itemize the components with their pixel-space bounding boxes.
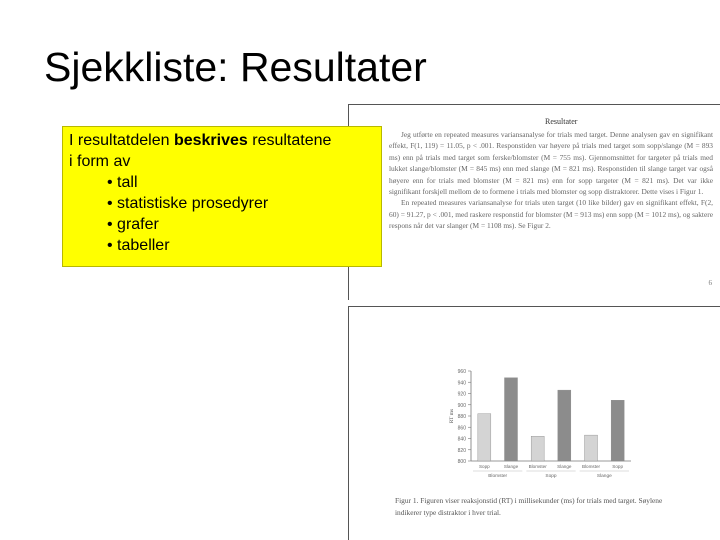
callout-bullet-list bbox=[69, 172, 375, 256]
checklist-callout bbox=[62, 126, 382, 267]
results-document-page bbox=[348, 104, 720, 300]
bar bbox=[505, 378, 518, 461]
callout-lead-line2: i form av bbox=[69, 153, 131, 170]
x-tick-label: Blomster bbox=[581, 464, 601, 469]
figure-caption-line: indikerer type distraktor i hver trial. bbox=[395, 508, 501, 517]
bar bbox=[611, 400, 624, 461]
y-tick-label: 840 bbox=[457, 436, 466, 443]
y-tick-label: 900 bbox=[457, 402, 466, 409]
x-tick-label: Slange bbox=[557, 464, 572, 469]
bar bbox=[531, 436, 544, 461]
callout-bullet: • tabeller bbox=[107, 237, 170, 254]
callout-lead-text: I resultatdelen bbox=[69, 132, 174, 149]
x-group-label: Sopp bbox=[545, 474, 557, 479]
page-number: 6 bbox=[708, 279, 712, 287]
x-tick-label: Sopp bbox=[612, 464, 624, 469]
figure-document-page bbox=[348, 306, 720, 540]
callout-bullet: • tall bbox=[107, 174, 138, 191]
y-tick-label: 820 bbox=[457, 447, 466, 454]
chart-labels bbox=[449, 369, 623, 479]
bar bbox=[558, 390, 571, 461]
callout-lead-text-end: resultatene bbox=[247, 132, 332, 149]
document-body bbox=[389, 129, 713, 232]
callout-bullet: • grafer bbox=[107, 216, 159, 233]
x-tick-label: Slange bbox=[503, 464, 519, 469]
slide-title: Sjekkliste: Resultater bbox=[44, 44, 427, 90]
chart-axes bbox=[468, 371, 631, 471]
callout-lead-bold: beskrives bbox=[173, 132, 248, 149]
rt-bar-chart bbox=[349, 307, 720, 493]
y-tick-label: 800 bbox=[457, 459, 466, 465]
y-axis-title: RT ms bbox=[449, 408, 455, 424]
y-tick-label: 880 bbox=[457, 414, 466, 420]
x-group-label: Blomster bbox=[488, 474, 508, 479]
figure-caption-line: Figur 1. Figuren viser reaksjonstid (RT) i millisekunder (ms) for trials med target. Søylene bbox=[395, 496, 663, 505]
x-group-label: Slange bbox=[596, 474, 612, 479]
x-tick-label: Sopp bbox=[478, 464, 490, 469]
x-tick-label: Blomster bbox=[528, 464, 547, 469]
document-paragraph: Jeg utførte en repeated measures variansanalyse for trials med target. Denne analysen gav en signifikant effekt, F(1, 119) = 11.05, p < .001. Responstiden var høyere på trials med target som sopp/slange (M = 893 ms) enn på trials med target som ferske/blomster (M = 755 ms). Gjennomsnittet for targeter på trials med lukket slange/blomster (M = 845 ms) enn med slange (M = 821 ms). Responstiden til slange target var også høyere enn for trials med blomster (M = 821 ms) enn for sopp targeter (M = 821 ms). Det var ikke signifikant forskjell mellom de to formene i trials med blomster og sopp distraktorer. Dette vises i Figur 1. bbox=[389, 130, 713, 197]
callout-lead bbox=[69, 130, 375, 151]
bar bbox=[585, 435, 598, 461]
document-title: Resultater bbox=[545, 117, 578, 126]
y-tick-label: 940 bbox=[457, 380, 466, 387]
y-tick-label: 860 bbox=[457, 425, 466, 432]
callout-bullet: • statistiske prosedyrer bbox=[107, 195, 269, 212]
figure-caption bbox=[395, 495, 715, 519]
document-paragraph: En repeated measures variansanalyse for trials uten target (10 like bilder) gav en signifikant effekt, F(2, 60) = 91.27, p < .001, med raskere responstid for blomster (M = 913 ms) enn sopp (M = 1012 ms), og saktere respons når det var slanger (M = 1108 ms). Se Figur 2. bbox=[389, 198, 713, 231]
chart-bars bbox=[478, 378, 624, 461]
y-tick-label: 960 bbox=[457, 369, 466, 375]
bar bbox=[478, 414, 491, 461]
y-tick-label: 920 bbox=[457, 391, 466, 398]
